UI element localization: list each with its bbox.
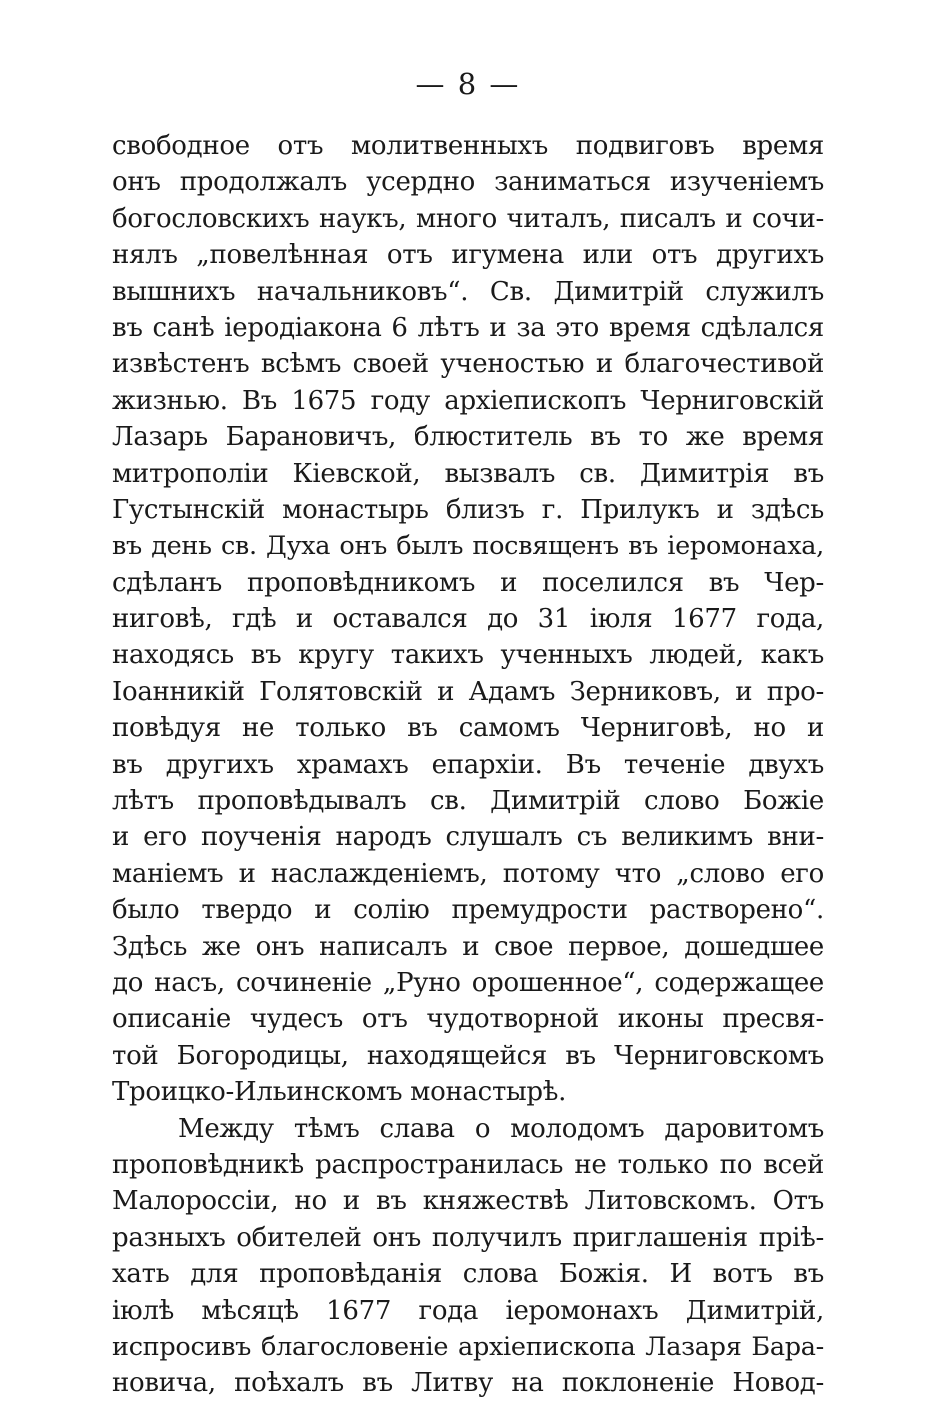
text-line: разныхъ обителей онъ получилъ приглашенія пріѣ- — [112, 1222, 824, 1253]
text-line: проповѣдникѣ распространилась не только по всей — [112, 1149, 824, 1180]
text-line: описаніе чудесъ отъ чудотворной иконы пресвя- — [112, 1004, 824, 1035]
text-line: до насъ, сочиненіе „Руно орошенное“, содержащее — [112, 967, 824, 998]
paragraph-start-line: Между тѣмъ слава о молодомъ даровитомъ — [178, 1113, 824, 1144]
text-line: маніемъ и наслажденіемъ, потому что „слово его — [112, 858, 824, 889]
paragraph-end-line: Троицко-Ильинскомъ монастырѣ. — [112, 1077, 567, 1108]
body-text — [112, 128, 824, 1402]
text-line: въ другихъ храмахъ епархіи. Въ теченіе двухъ — [112, 749, 824, 780]
text-line: той Богородицы, находящейся въ Черниговскомъ — [112, 1040, 824, 1071]
text-line: повѣдуя не только въ самомъ Черниговѣ, но и — [112, 713, 824, 744]
text-line: свободное отъ молитвенныхъ подвиговъ время — [112, 131, 824, 161]
text-line: новича, поѣхалъ въ Литву на поклоненіе Новод- — [112, 1368, 824, 1399]
text-line: было твердо и солію премудрости растворено“. — [112, 895, 824, 926]
text-line: вышнихъ начальниковъ“. Св. Димитрій служилъ — [112, 276, 824, 307]
text-line: въ санѣ іеродіакона 6 лѣтъ и за это время сдѣлался — [112, 312, 824, 343]
text-line: жизнью. Въ 1675 году архіепископъ Черниговскій — [112, 385, 824, 416]
page-number: — 8 — — [415, 67, 521, 101]
text-line: Іоанникій Голятовскій и Адамъ Зерниковъ, и про- — [112, 676, 824, 707]
text-line: испросивъ благословеніе архіепископа Лазаря Бара- — [112, 1331, 824, 1362]
text-line: въ день св. Духа онъ былъ посвященъ въ іеромонаха, — [112, 531, 824, 562]
text-line: ниговѣ, гдѣ и оставался до 31 іюля 1677 года, — [112, 604, 824, 635]
text-line: онъ продолжалъ усердно заниматься изученіемъ — [112, 167, 824, 198]
text-line: сдѣланъ проповѣдникомъ и поселился въ Чер- — [112, 567, 824, 598]
text-line: находясь въ кругу такихъ ученныхъ людей, какъ — [112, 640, 824, 671]
text-line: богословскихъ наукъ, много читалъ, писалъ и сочи- — [112, 203, 824, 234]
text-line: митрополіи Кіевской, вызвалъ св. Димитрія въ — [112, 458, 824, 489]
text-line: хать для проповѣданія слова Божія. И вотъ въ — [112, 1259, 824, 1290]
text-line: и его поученія народъ слушалъ съ великимъ вни- — [112, 822, 824, 853]
text-line: Здѣсь же онъ написалъ и свое первое, дошедшее — [112, 931, 824, 962]
text-line: Лазарь Барановичъ, блюститель въ то же время — [112, 422, 824, 453]
text-line: Густынскій монастырь близъ г. Прилукъ и здѣсь — [112, 494, 824, 525]
text-line: нялъ „повелѣнная отъ игумена или отъ другихъ — [112, 240, 824, 271]
text-line: іюлѣ мѣсяцѣ 1677 года іеромонахъ Димитрій, — [112, 1295, 824, 1326]
text-line: Малороссіи, но и въ княжествѣ Литовскомъ. Отъ — [112, 1186, 824, 1217]
text-line: извѣстенъ всѣмъ своей ученостью и благочестивой — [112, 349, 824, 380]
text-line: лѣтъ проповѣдывалъ св. Димитрій слово Божіе — [112, 786, 824, 817]
